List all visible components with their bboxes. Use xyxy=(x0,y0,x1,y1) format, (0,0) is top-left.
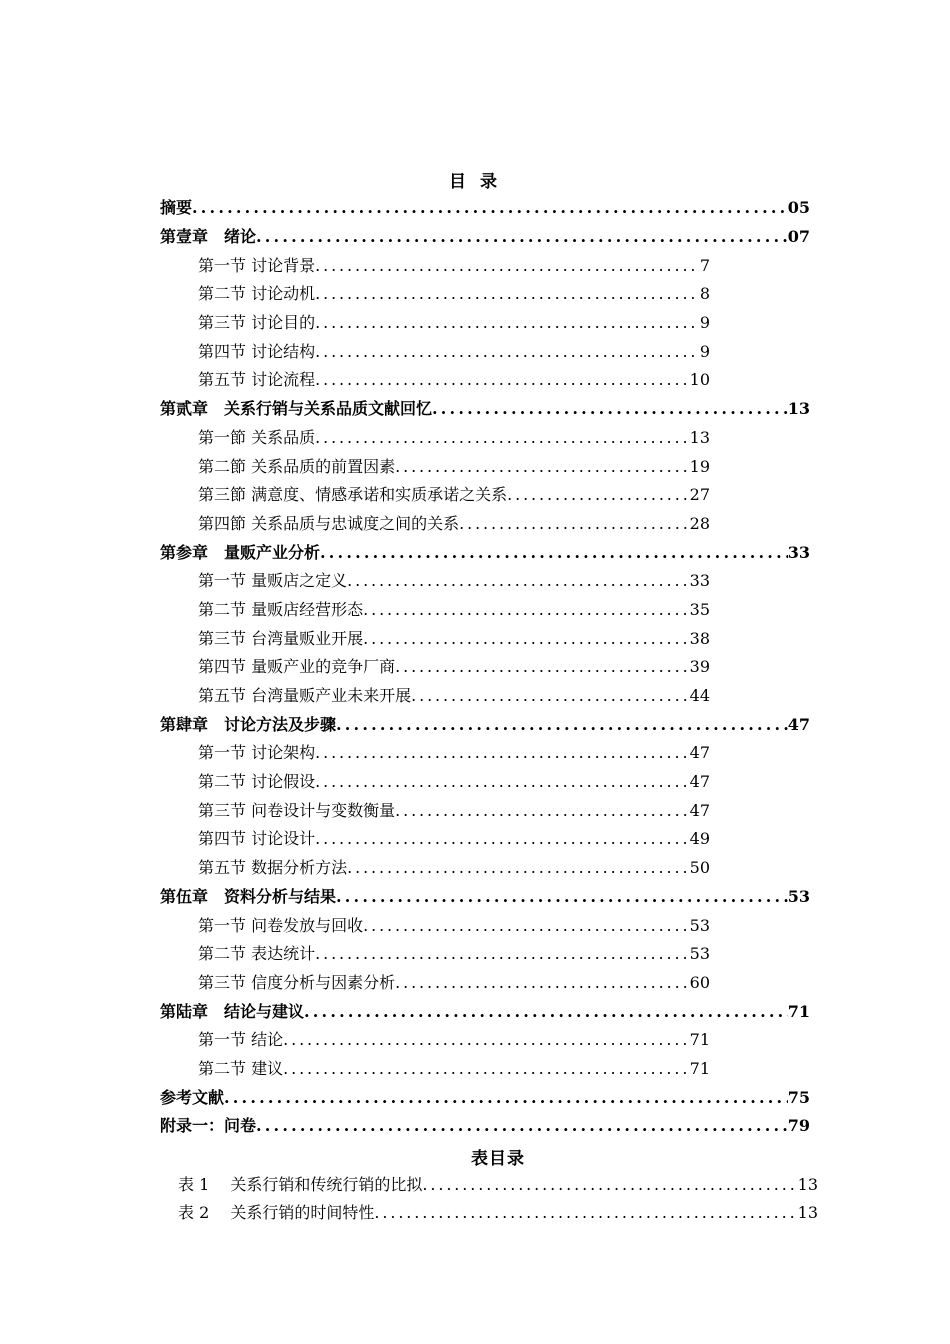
toc-entry-section[interactable] xyxy=(198,741,710,765)
toc-entry-chapter[interactable] xyxy=(160,196,810,220)
toc-entry-page: 9 xyxy=(699,342,710,361)
toc-leader-dots xyxy=(283,1028,690,1052)
toc-leader-dots xyxy=(363,914,690,938)
toc-leader-dots xyxy=(363,627,690,651)
toc-entry-page: 38 xyxy=(689,629,710,648)
toc-entry-page: 60 xyxy=(689,973,710,992)
toc-entry-label: 第二节 量贩店经营形态 xyxy=(198,600,364,619)
toc-entry-chapter[interactable] xyxy=(160,1086,810,1110)
toc-entry-section[interactable] xyxy=(198,483,710,507)
toc-leader-dots xyxy=(315,282,700,306)
toc-leader-dots xyxy=(304,1000,788,1024)
toc-entry-page: 47 xyxy=(689,743,710,762)
toc-entry-label: 第三节 信度分析与因素分析 xyxy=(198,973,396,992)
toc-entry-label: 第一节 问卷发放与回收 xyxy=(198,916,364,935)
toc-entry-section[interactable] xyxy=(198,311,710,335)
toc-entry-label: 第五节 数据分析方法 xyxy=(198,858,348,877)
toc-entry-label: 第二节 讨论动机 xyxy=(198,284,316,303)
toc-entry-label: 第五节 讨论流程 xyxy=(198,370,316,389)
toc-entry-page: 05 xyxy=(787,198,810,217)
toc-leader-dots xyxy=(363,598,690,622)
toc-entry-page: 8 xyxy=(699,284,710,303)
toc-entry-page: 79 xyxy=(787,1116,810,1135)
toc-title: 目 录 xyxy=(449,172,501,192)
toc-leader-dots xyxy=(347,856,690,880)
toc-entry-page: 71 xyxy=(689,1059,710,1078)
toc-leader-dots xyxy=(315,770,690,794)
toc-leader-dots xyxy=(347,569,690,593)
toc-leader-dots xyxy=(459,512,690,536)
toc-entry-section[interactable] xyxy=(198,1057,710,1081)
toc-entry-page: 53 xyxy=(689,944,710,963)
toc-leader-dots xyxy=(315,426,690,450)
toc-entry-chapter[interactable] xyxy=(160,885,810,909)
toc-leader-dots xyxy=(192,196,788,220)
toc-entry-label: 第一节 讨论架构 xyxy=(198,743,316,762)
toc-entry-page: 50 xyxy=(689,858,710,877)
toc-entry-page: 71 xyxy=(689,1030,710,1049)
toc-entry-page: 7 xyxy=(699,256,710,275)
toc-leader-dots xyxy=(374,1201,797,1225)
toc-entry-page: 53 xyxy=(787,887,810,906)
table-list-entry[interactable] xyxy=(178,1201,818,1225)
toc-entry-section[interactable] xyxy=(198,942,710,966)
toc-entry-label: 摘要 xyxy=(160,198,193,217)
table-entry-page: 13 xyxy=(797,1203,818,1222)
toc-leader-dots xyxy=(422,1173,797,1197)
toc-leader-dots xyxy=(256,225,788,249)
toc-entry-section[interactable] xyxy=(198,770,710,794)
toc-entry-section[interactable] xyxy=(198,627,710,651)
toc-entry-page: 9 xyxy=(699,313,710,332)
toc-entry-label: 第四节 量贩产业的竞争厂商 xyxy=(198,657,396,676)
toc-entry-section[interactable] xyxy=(198,340,710,364)
toc-entry-chapter[interactable] xyxy=(160,1114,810,1138)
toc-entry-section[interactable] xyxy=(198,426,710,450)
toc-entry-label: 第一节 量贩店之定义 xyxy=(198,571,348,590)
toc-entry-page: 33 xyxy=(787,543,810,562)
toc-entry-label: 第肆章 讨论方法及步骤 xyxy=(160,715,337,734)
table-entry-label: 表 2 关系行销的时间特性 xyxy=(178,1203,375,1222)
toc-entry-chapter[interactable] xyxy=(160,541,810,565)
toc-entry-label: 第一节 结论 xyxy=(198,1030,284,1049)
toc-entry-label: 第陆章 结论与建议 xyxy=(160,1002,305,1021)
toc-entry-section[interactable] xyxy=(198,254,710,278)
toc-entry-page: 71 xyxy=(787,1002,810,1021)
toc-entry-label: 第四节 讨论结构 xyxy=(198,342,316,361)
toc-leader-dots xyxy=(320,541,788,565)
toc-leader-dots xyxy=(315,827,690,851)
toc-entry-label: 第一节 讨论背景 xyxy=(198,256,316,275)
toc-entry-label: 第伍章 资料分析与结果 xyxy=(160,887,337,906)
toc-entry-page: 75 xyxy=(787,1088,810,1107)
toc-leader-dots xyxy=(395,455,690,479)
toc-entry-label: 第贰章 关系行销与关系品质文献回忆 xyxy=(160,399,433,418)
toc-leader-dots xyxy=(315,340,700,364)
toc-entry-chapter[interactable] xyxy=(160,713,810,737)
toc-entry-page: 19 xyxy=(689,457,710,476)
toc-entry-label: 第三节 讨论目的 xyxy=(198,313,316,332)
toc-entry-section[interactable] xyxy=(198,282,710,306)
toc-entry-page: 47 xyxy=(787,715,810,734)
toc-leader-dots xyxy=(315,254,700,278)
toc-leader-dots xyxy=(395,971,690,995)
toc-entry-section[interactable] xyxy=(198,368,710,392)
toc-entry-page: 10 xyxy=(689,370,710,389)
table-list-entry[interactable] xyxy=(178,1173,818,1197)
toc-entry-section[interactable] xyxy=(198,598,710,622)
toc-leader-dots xyxy=(432,397,788,421)
toc-entry-page: 44 xyxy=(689,686,710,705)
toc-entry-label: 第一節 关系品质 xyxy=(198,428,316,447)
toc-leader-dots xyxy=(507,483,690,507)
toc-entry-label: 参考文献 xyxy=(160,1088,225,1107)
toc-entry-label: 第壹章 绪论 xyxy=(160,227,257,246)
toc-leader-dots xyxy=(395,799,690,823)
toc-entry-label: 第参章 量贩产业分析 xyxy=(160,543,321,562)
toc-entry-page: 13 xyxy=(689,428,710,447)
toc-entry-section[interactable] xyxy=(198,914,710,938)
toc-entry-page: 47 xyxy=(689,772,710,791)
toc-leader-dots xyxy=(315,942,690,966)
toc-entry-section[interactable] xyxy=(198,1028,710,1052)
toc-entry-label: 第三節 满意度、情感承诺和实质承诺之关系 xyxy=(198,485,508,504)
toc-entry-label: 第二节 建议 xyxy=(198,1059,284,1078)
toc-leader-dots xyxy=(315,311,700,335)
table-entry-page: 13 xyxy=(797,1175,818,1194)
toc-entry-section[interactable] xyxy=(198,799,710,823)
toc-entry-chapter[interactable] xyxy=(160,225,810,249)
toc-entry-page: 39 xyxy=(689,657,710,676)
toc-entry-label: 附录一：问卷 xyxy=(160,1116,257,1135)
toc-entry-page: 28 xyxy=(689,514,710,533)
toc-leader-dots xyxy=(336,885,788,909)
toc-entry-page: 13 xyxy=(787,399,810,418)
toc-leader-dots xyxy=(395,655,690,679)
toc-entry-label: 第五节 台湾量贩产业未来开展 xyxy=(198,686,412,705)
toc-entry-section[interactable] xyxy=(198,655,710,679)
toc-entry-label: 第四節 关系品质与忠诚度之间的关系 xyxy=(198,514,460,533)
toc-entry-section[interactable] xyxy=(198,569,710,593)
toc-entry-page: 27 xyxy=(689,485,710,504)
toc-entry-page: 35 xyxy=(689,600,710,619)
toc-entry-label: 第三节 台湾量贩业开展 xyxy=(198,629,364,648)
toc-leader-dots xyxy=(283,1057,690,1081)
toc-entry-page: 53 xyxy=(689,916,710,935)
toc-entry-chapter[interactable] xyxy=(160,1000,810,1024)
toc-entry-page: 07 xyxy=(787,227,810,246)
toc-entry-page: 47 xyxy=(689,801,710,820)
table-list-title: 表目录 xyxy=(471,1149,525,1169)
toc-entry-label: 第三节 问卷设计与变数衡量 xyxy=(198,801,396,820)
toc-entry-section[interactable] xyxy=(198,971,710,995)
toc-leader-dots xyxy=(315,368,690,392)
toc-entry-section[interactable] xyxy=(198,512,710,536)
toc-leader-dots xyxy=(224,1086,788,1110)
toc-entry-section[interactable] xyxy=(198,684,710,708)
toc-entry-section[interactable] xyxy=(198,856,710,880)
toc-entry-label: 第二节 表达统计 xyxy=(198,944,316,963)
toc-leader-dots xyxy=(256,1114,788,1138)
toc-entry-section[interactable] xyxy=(198,455,710,479)
table-entry-label: 表 1 关系行销和传统行销的比拟 xyxy=(178,1175,423,1194)
toc-entry-section[interactable] xyxy=(198,827,710,851)
toc-leader-dots xyxy=(336,713,788,737)
toc-entry-label: 第二节 讨论假设 xyxy=(198,772,316,791)
toc-entry-page: 33 xyxy=(689,571,710,590)
toc-entry-label: 第二節 关系品质的前置因素 xyxy=(198,457,396,476)
toc-entry-chapter[interactable] xyxy=(160,397,810,421)
toc-entry-page: 49 xyxy=(689,829,710,848)
toc-leader-dots xyxy=(411,684,690,708)
toc-leader-dots xyxy=(315,741,690,765)
toc-entry-label: 第四节 讨论设计 xyxy=(198,829,316,848)
